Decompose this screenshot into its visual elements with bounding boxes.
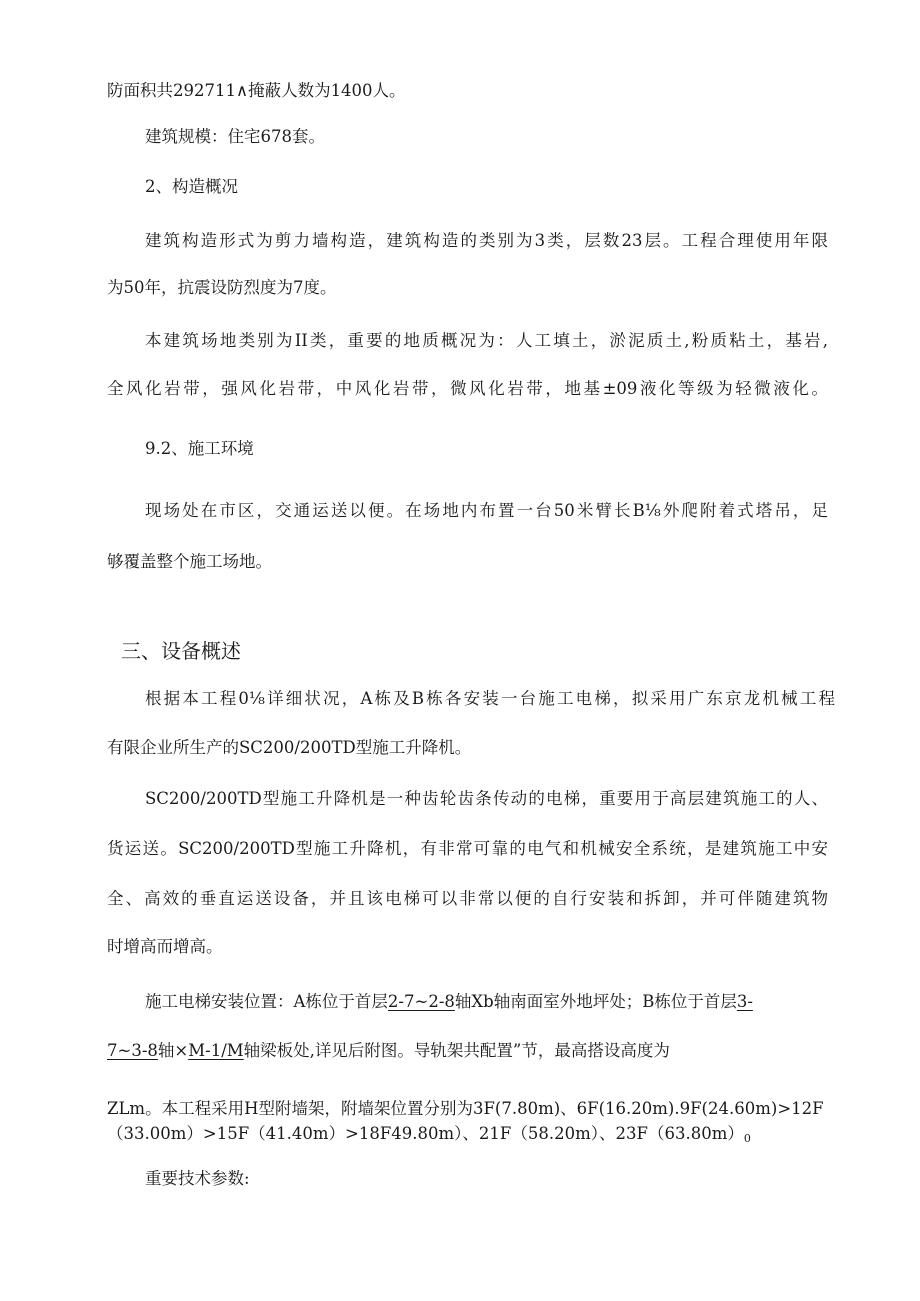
paragraph-line-18 (107, 1040, 670, 1062)
install-text-a: 施工电梯安装位置：A栋位于首层 (145, 992, 388, 1011)
section-heading-equipment: 三、设备概述 (121, 639, 241, 663)
paragraph-building-scale: 建筑规模：住宅678套。 (145, 127, 325, 146)
paragraph-line-4: 建筑构造形式为剪力墙构造，建筑构造的类别为3类，层数23层。工程合理使用年限 (145, 231, 828, 250)
paragraph-line-17 (145, 991, 753, 1013)
paragraph-line-7: 全风化岩带，强风化岩带，中风化岩带，微风化岩带，地基±09液化等级为轻微液化。 (107, 379, 828, 398)
paragraph-line-12: 有限企业所生产的SC200/200TD型施工升降机。 (107, 738, 472, 757)
paragraph-line-19: ZLm。本工程采用H型附墙架，附墙架位置分别为3F(7.80m)、6F(16.20m).9F(24.60m)>12F (107, 1099, 824, 1118)
section-heading-structure: 2、构造概况 (145, 177, 238, 196)
install-text-c: 轴× (157, 1041, 189, 1060)
subscript-mark: 0 (743, 1132, 751, 1145)
paragraph-line-9: 现场处在市区，交通运送以便。在场地内布置一台50米臂长B⅛外爬附着式塔吊，足 (145, 501, 828, 520)
section-heading-parameters: 重要技术参数: (145, 1169, 250, 1188)
axis-ref-m: M-1/M (188, 1041, 244, 1060)
paragraph-line-11: 根据本工程0⅛详细状况，A栋及B栋各安装一台施工电梯，拟采用广东京龙机械工程 (145, 689, 835, 708)
axis-ref-b-end: 7~3-8 (107, 1041, 158, 1060)
install-text-b: 轴Xb轴南面室外地坪处；B栋位于首层 (454, 992, 737, 1011)
axis-ref-b-start: 3- (736, 992, 753, 1011)
section-heading-environment: 9.2、施工环境 (145, 439, 254, 458)
install-text-d: 轴梁板处,详见后附图。导轨架共配置”节，最高搭设高度为 (243, 1041, 670, 1060)
paragraph-line-1: 防面积共292711∧掩蔽人数为1400人。 (107, 81, 406, 100)
paragraph-line-15: 全、高效的垂直运送设备，并且该电梯可以非常以便的自行安装和拆卸，并可伴随建筑物 (107, 889, 828, 908)
paragraph-line-20 (107, 1123, 751, 1150)
wall-anchor-levels: （33.00m）>15F（41.40m）>18F49.80m）、21F（58.20m）、23F（63.80m） (107, 1124, 744, 1143)
paragraph-line-13: SC200/200TD型施工升降机是一种齿轮齿条传动的电梯，重要用于高层建筑施工的人、 (145, 789, 828, 808)
paragraph-line-16: 时增高而增高。 (107, 937, 223, 956)
paragraph-line-6: 本建筑场地类别为II类，重要的地质概况为：人工填土，淤泥质土,粉质粘土，基岩, (145, 331, 828, 350)
axis-ref-a: 2-7~2-8 (387, 992, 455, 1011)
paragraph-line-10: 够覆盖整个施工场地。 (107, 552, 272, 571)
paragraph-line-14: 货运送。SC200/200TD型施工升降机，有非常可靠的电气和机械安全系统，是建筑施工中安 (107, 839, 828, 858)
paragraph-line-5: 为50年，抗震设防烈度为7度。 (107, 278, 337, 297)
